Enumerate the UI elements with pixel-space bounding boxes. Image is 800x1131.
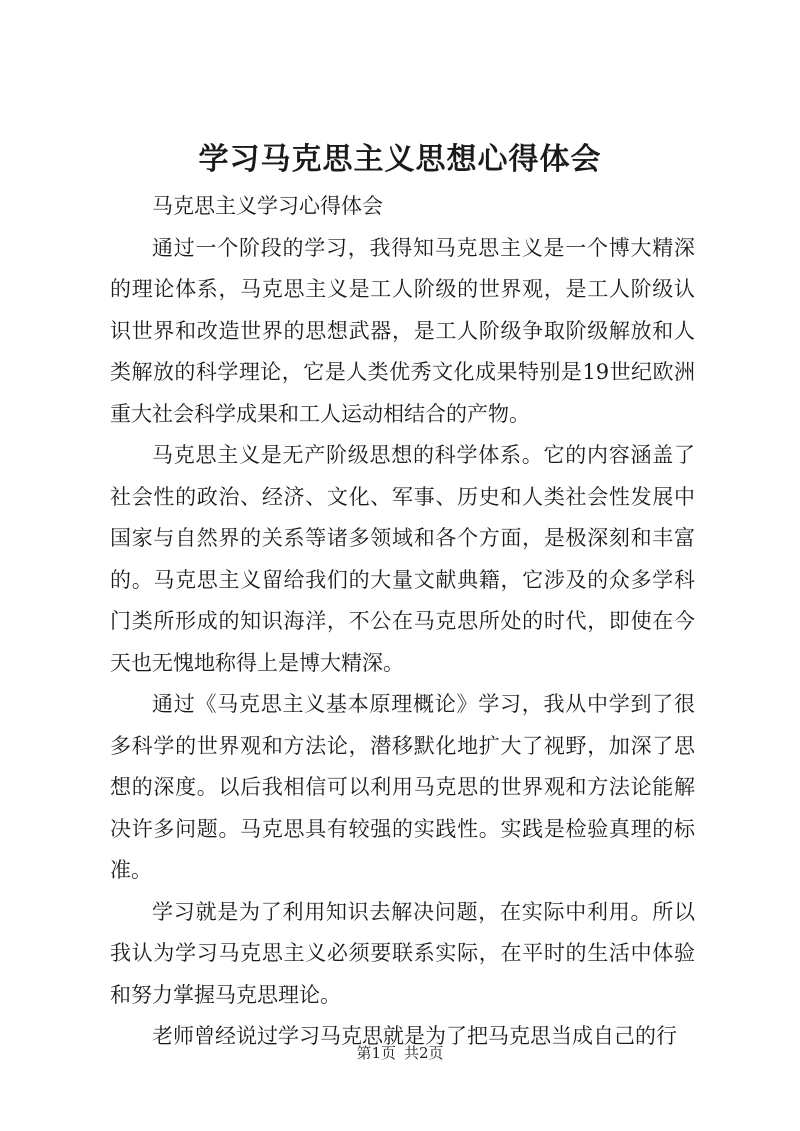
document-body <box>110 186 695 1058</box>
paragraph-1: 通过一个阶段的学习，我得知马克思主义是一个博大精深的理论体系，马克思主义是工人阶级的世界观，是工人阶级认识世界和改造世界的思想武器，是工人阶级争取阶级解放和人类解放的科学理论，它是人类优秀文化成果特别是19世纪欧洲重大社会科学成果和工人运动相结合的产物。 <box>110 235 695 426</box>
page-number-current: 第1页 <box>356 1044 396 1062</box>
paragraph-3: 通过《马克思主义基本原理概论》学习，我从中学到了很多科学的世界观和方法论，潜移默化地扩大了视野，加深了思想的深度。以后我相信可以利用马克思的世界观和方法论能解决许多问题。马克思具有较强的实践性。实践是检验真理的标准。 <box>110 692 695 882</box>
page-footer <box>0 1043 800 1063</box>
subtitle-paragraph: 马克思主义学习心得体会 <box>152 194 383 218</box>
page-number-total: 共2页 <box>404 1044 444 1062</box>
document-title: 学习马克思主义思想心得体会 <box>198 142 602 177</box>
paragraph-4: 学习就是为了利用知识去解决问题，在实际中利用。所以我认为学习马克思主义必须要联系实际，在平时的生活中体验和努力掌握马克思理论。 <box>110 899 695 1007</box>
paragraph-5: 老师曾经说过学习马克思就是为了把马克思当成自己的行 <box>152 1024 677 1048</box>
paragraph-2: 马克思主义是无产阶级思想的科学体系。它的内容涵盖了社会性的政治、经济、文化、军事、历史和人类社会性发展中国家与自然界的关系等诸多领域和各个方面，是极深刻和丰富的。马克思主义留给我们的大量文献典籍，它涉及的众多学科门类所形成的知识海洋，不公在马克思所处的时代，即使在今天也无愧地称得上是博大精深。 <box>110 443 695 675</box>
